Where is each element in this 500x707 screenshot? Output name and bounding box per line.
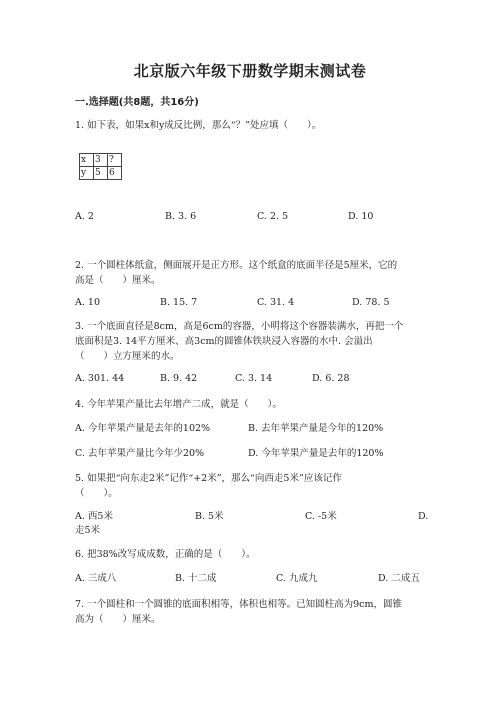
table-row [80, 154, 122, 167]
question-1-option-c[interactable]: C. 2. 5 [257, 211, 289, 222]
question-3-option-a[interactable]: A. 301. 44 [75, 373, 125, 384]
question-6-text: 6. 把38%改写成成数，正确的是（ ）。 [75, 549, 256, 560]
question-2-option-d[interactable]: D. 78. 5 [352, 297, 390, 308]
table-cell: x [80, 154, 94, 167]
question-4-text: 4. 今年苹果产量比去年增产二成，就是（ ）。 [75, 399, 282, 410]
question-5-option-a[interactable]: A. 西5米 [75, 511, 113, 522]
table-cell: 5 [94, 167, 108, 180]
question-3-line-2: 底面积是3. 14平方厘米、高3cm的圆锥体铁块浸入容器的水中. 会溢出 [75, 336, 373, 347]
question-7-line-2: 高为（ ）厘米。 [75, 614, 161, 625]
question-3-option-c[interactable]: C. 3. 14 [235, 373, 273, 384]
ratio-table [79, 153, 122, 180]
question-3-line-3: （ ）立方厘米的水。 [75, 351, 180, 362]
table-cell: 6 [108, 167, 122, 180]
question-7-line-1: 7. 一个圆柱和一个圆锥的底面积相等，体积也相等。已知圆柱高为9cm，圆锥 [75, 599, 402, 610]
question-3-line-1: 3. 一个底面直径是8cm，高是6cm的容器，小明将这个容器装满水，再把一个 [75, 321, 404, 332]
question-1-option-d[interactable]: D. 10 [348, 211, 374, 222]
question-6-option-b[interactable]: B. 十二成 [175, 573, 217, 584]
question-6-option-a[interactable]: A. 三成八 [75, 573, 117, 584]
question-1-option-b[interactable]: B. 3. 6 [165, 211, 197, 222]
question-2-option-a[interactable]: A. 10 [75, 297, 100, 308]
table-cell: y [80, 167, 94, 180]
section-heading: 一.选择题(共8题，共16分) [75, 97, 199, 108]
question-4-option-a[interactable]: A. 今年苹果产量是去年的102% [75, 423, 211, 434]
question-5-option-d[interactable]: D. [418, 511, 429, 522]
question-2-option-b[interactable]: B. 15. 7 [160, 297, 198, 308]
question-2-line-2: 高是（ ）厘米。 [75, 275, 161, 286]
page-title: 北京版六年级下册数学期末测试卷 [133, 62, 367, 80]
question-6-option-d[interactable]: D. 二成五 [378, 573, 420, 584]
table-cell: ? [108, 154, 122, 167]
question-5-line-1: 5. 如果把“向东走2米”记作“+2米”，那么“向西走5米”应该记作 [75, 473, 342, 484]
question-3-option-d[interactable]: D. 6. 28 [312, 373, 350, 384]
table-row [80, 167, 122, 180]
question-2-option-c[interactable]: C. 31. 4 [257, 297, 295, 308]
table-cell: 3 [94, 154, 108, 167]
question-1-text: 1. 如下表，如果x和y成反比例，那么“？”处应填（ ）。 [75, 120, 322, 131]
question-4-option-c[interactable]: C. 去年苹果产量比今年少20% [75, 448, 205, 459]
question-4-option-d[interactable]: D. 今年苹果产量是去年的120% [248, 448, 384, 459]
question-4-option-b[interactable]: B. 去年苹果产量是今年的120% [248, 423, 384, 434]
question-5-option-d-continued: 走5米 [75, 525, 101, 536]
question-3-option-b[interactable]: B. 9. 42 [160, 373, 198, 384]
question-5-option-b[interactable]: B. 5米 [195, 511, 224, 522]
question-5-option-c[interactable]: C. -5米 [305, 511, 337, 522]
question-2-line-1: 2. 一个圆柱体纸盒，侧面展开是正方形。这个纸盒的底面半径是5厘米，它的 [75, 260, 398, 271]
question-6-option-c[interactable]: C. 九成九 [276, 573, 318, 584]
question-1-option-a[interactable]: A. 2 [75, 211, 94, 222]
question-5-line-2: （ ）。 [75, 488, 118, 499]
